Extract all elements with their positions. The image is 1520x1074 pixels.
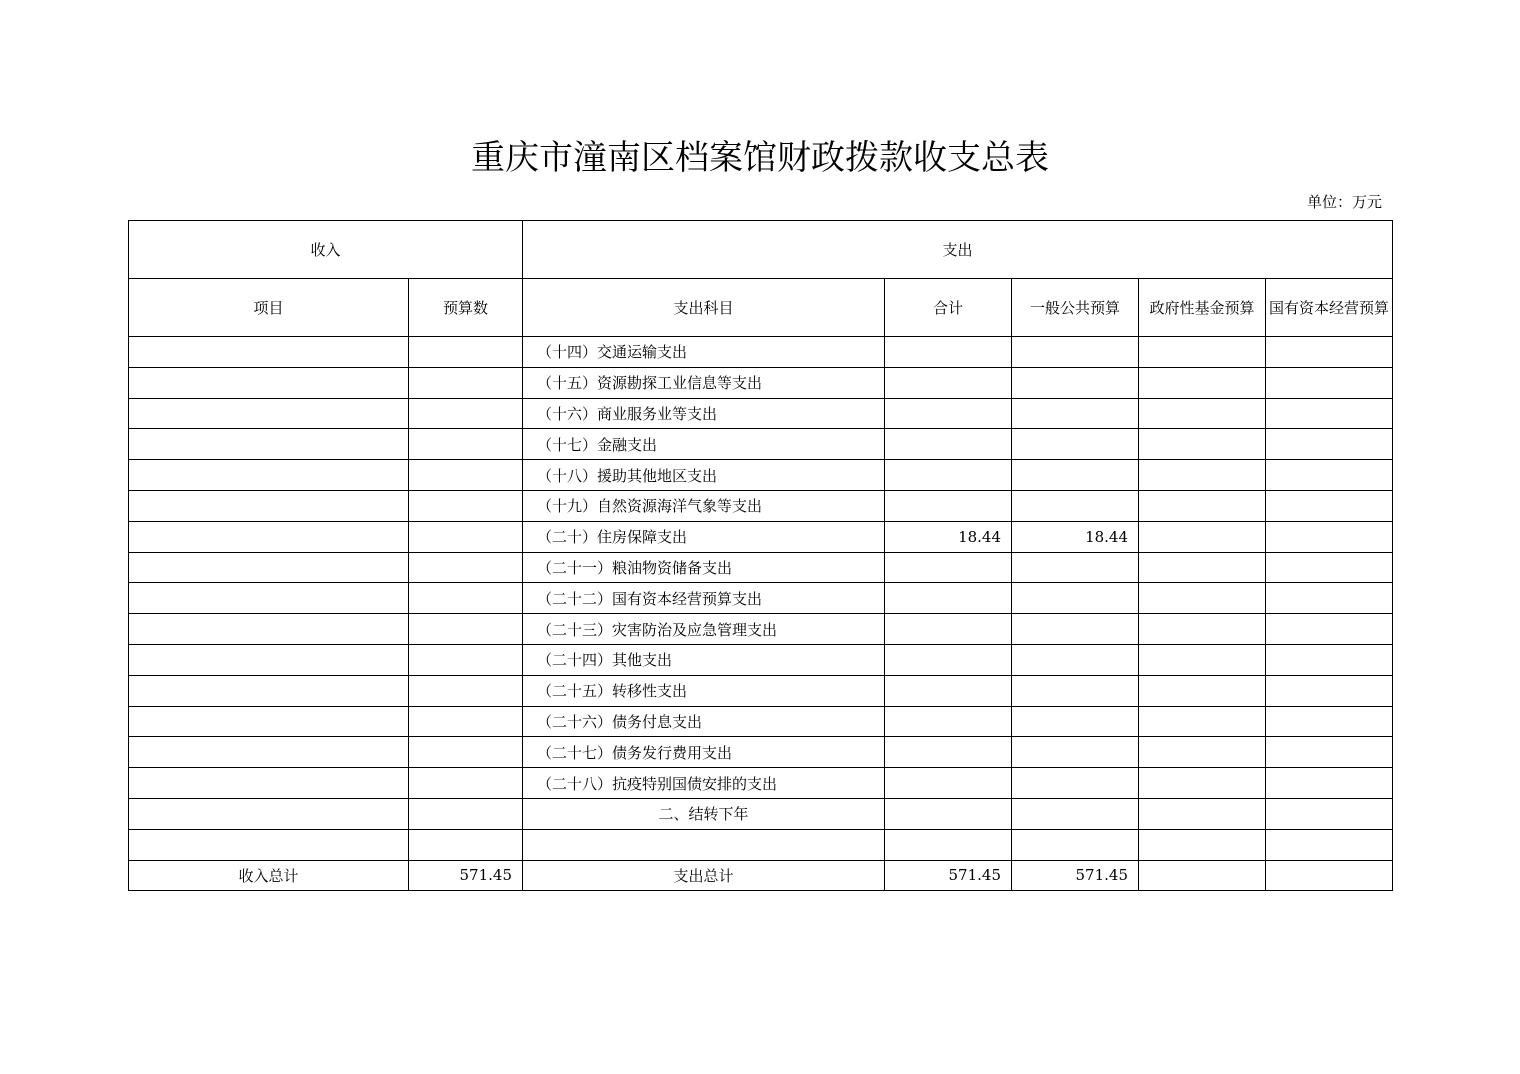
expense-total-cell xyxy=(885,398,1012,429)
expense-gov-fund-cell xyxy=(1139,768,1266,799)
expense-gov-fund-cell xyxy=(1139,583,1266,614)
table-row xyxy=(129,521,1393,552)
income-budget-cell xyxy=(409,675,523,706)
total-header: 合计 xyxy=(885,279,1012,337)
carry-over-label: 二、结转下年 xyxy=(523,798,885,829)
income-budget-cell xyxy=(409,614,523,645)
expense-category-cell: （二十八）抗疫特别国债安排的支出 xyxy=(523,768,885,799)
income-budget-cell xyxy=(409,798,523,829)
expense-state-capital-cell xyxy=(1266,644,1393,675)
expense-state-capital-cell xyxy=(1266,521,1393,552)
expense-total-cell xyxy=(885,460,1012,491)
income-item-cell xyxy=(129,583,409,614)
income-item-cell xyxy=(129,429,409,460)
expense-gov-fund-cell xyxy=(1139,337,1266,368)
expense-category-cell: （二十）住房保障支出 xyxy=(523,521,885,552)
expense-general-cell xyxy=(1012,398,1139,429)
expense-state-capital-total-value xyxy=(1266,860,1393,891)
carry-over-row xyxy=(129,798,1393,829)
expense-general-cell xyxy=(1012,460,1139,491)
expense-total-cell xyxy=(885,490,1012,521)
table-row xyxy=(129,552,1393,583)
expense-state-capital-cell xyxy=(1266,429,1393,460)
expense-category-cell: （十七）金融支出 xyxy=(523,429,885,460)
item-header: 项目 xyxy=(129,279,409,337)
expense-general-cell xyxy=(1012,490,1139,521)
expense-gov-fund-cell xyxy=(1139,460,1266,491)
expense-state-capital-cell xyxy=(1266,337,1393,368)
income-item-cell xyxy=(129,367,409,398)
expense-general-cell: 18.44 xyxy=(1012,521,1139,552)
income-budget-cell xyxy=(409,552,523,583)
table-row xyxy=(129,768,1393,799)
income-item-cell xyxy=(129,798,409,829)
table-row xyxy=(129,614,1393,645)
expense-general-cell xyxy=(1012,614,1139,645)
expense-total-cell xyxy=(885,706,1012,737)
category-header: 支出科目 xyxy=(523,279,885,337)
expense-gov-fund-cell xyxy=(1139,675,1266,706)
income-budget-cell xyxy=(409,768,523,799)
expense-gov-fund-total-value xyxy=(1139,860,1266,891)
expense-general-cell xyxy=(1012,768,1139,799)
expense-category-cell: （二十六）债务付息支出 xyxy=(523,706,885,737)
expense-total-cell xyxy=(885,552,1012,583)
expense-category-cell: （十四）交通运输支出 xyxy=(523,337,885,368)
expense-total-cell xyxy=(885,675,1012,706)
expense-category-cell: （十六）商业服务业等支出 xyxy=(523,398,885,429)
expense-state-capital-cell xyxy=(1266,367,1393,398)
expense-total-cell xyxy=(885,737,1012,768)
expense-category-cell: （十八）援助其他地区支出 xyxy=(523,460,885,491)
state-capital-header: 国有资本经营预算 xyxy=(1266,279,1393,337)
expense-general-cell xyxy=(1012,429,1139,460)
expense-state-capital-cell xyxy=(1266,460,1393,491)
general-budget-header: 一般公共预算 xyxy=(1012,279,1139,337)
empty-cell xyxy=(409,829,523,860)
empty-cell xyxy=(885,798,1012,829)
expense-category-cell: （二十五）转移性支出 xyxy=(523,675,885,706)
income-header: 收入 xyxy=(129,221,523,279)
table-row xyxy=(129,337,1393,368)
expense-total-value: 571.45 xyxy=(885,860,1012,891)
income-budget-cell xyxy=(409,737,523,768)
budget-header: 预算数 xyxy=(409,279,523,337)
income-item-cell xyxy=(129,675,409,706)
income-budget-cell xyxy=(409,398,523,429)
expense-category-cell: （二十二）国有资本经营预算支出 xyxy=(523,583,885,614)
gov-fund-header: 政府性基金预算 xyxy=(1139,279,1266,337)
income-budget-cell xyxy=(409,583,523,614)
income-budget-cell xyxy=(409,644,523,675)
income-item-cell xyxy=(129,706,409,737)
table-row xyxy=(129,490,1393,521)
income-budget-cell xyxy=(409,490,523,521)
expense-total-cell xyxy=(885,768,1012,799)
expense-state-capital-cell xyxy=(1266,768,1393,799)
table-row xyxy=(129,367,1393,398)
expense-state-capital-cell xyxy=(1266,614,1393,645)
empty-cell xyxy=(1139,798,1266,829)
expense-total-label: 支出总计 xyxy=(523,860,885,891)
expense-total-cell: 18.44 xyxy=(885,521,1012,552)
expense-state-capital-cell xyxy=(1266,398,1393,429)
expense-total-cell xyxy=(885,367,1012,398)
empty-cell xyxy=(1012,829,1139,860)
empty-cell xyxy=(523,829,885,860)
expense-general-cell xyxy=(1012,367,1139,398)
expense-general-cell xyxy=(1012,737,1139,768)
table-row xyxy=(129,583,1393,614)
income-item-cell xyxy=(129,644,409,675)
income-item-cell xyxy=(129,768,409,799)
expense-gov-fund-cell xyxy=(1139,398,1266,429)
expense-general-cell xyxy=(1012,706,1139,737)
income-budget-cell xyxy=(409,521,523,552)
expense-category-cell: （十九）自然资源海洋气象等支出 xyxy=(523,490,885,521)
table-row xyxy=(129,429,1393,460)
expense-state-capital-cell xyxy=(1266,706,1393,737)
expense-gov-fund-cell xyxy=(1139,521,1266,552)
expense-gov-fund-cell xyxy=(1139,490,1266,521)
income-item-cell xyxy=(129,460,409,491)
expense-category-cell: （二十七）债务发行费用支出 xyxy=(523,737,885,768)
income-item-cell xyxy=(129,737,409,768)
expense-total-cell xyxy=(885,583,1012,614)
income-item-cell xyxy=(129,337,409,368)
expense-general-cell xyxy=(1012,552,1139,583)
expense-state-capital-cell xyxy=(1266,552,1393,583)
income-total-value: 571.45 xyxy=(409,860,523,891)
income-budget-cell xyxy=(409,460,523,491)
expense-total-cell xyxy=(885,644,1012,675)
table-row xyxy=(129,460,1393,491)
income-item-cell xyxy=(129,521,409,552)
expense-total-cell xyxy=(885,614,1012,645)
income-budget-cell xyxy=(409,337,523,368)
expense-gov-fund-cell xyxy=(1139,367,1266,398)
expense-general-cell xyxy=(1012,583,1139,614)
expense-gov-fund-cell xyxy=(1139,644,1266,675)
expense-gov-fund-cell xyxy=(1139,552,1266,583)
income-budget-cell xyxy=(409,706,523,737)
income-item-cell xyxy=(129,614,409,645)
empty-cell xyxy=(129,829,409,860)
income-item-cell xyxy=(129,490,409,521)
expense-state-capital-cell xyxy=(1266,737,1393,768)
expense-gov-fund-cell xyxy=(1139,737,1266,768)
expense-gov-fund-cell xyxy=(1139,614,1266,645)
expense-header: 支出 xyxy=(523,221,1393,279)
table-row xyxy=(129,644,1393,675)
header-row-columns xyxy=(129,279,1393,337)
expense-total-cell xyxy=(885,337,1012,368)
income-budget-cell xyxy=(409,367,523,398)
income-item-cell xyxy=(129,552,409,583)
empty-cell xyxy=(1012,798,1139,829)
expense-category-cell: （二十三）灾害防治及应急管理支出 xyxy=(523,614,885,645)
empty-cell xyxy=(885,829,1012,860)
table-row xyxy=(129,737,1393,768)
header-row-group xyxy=(129,221,1393,279)
expense-gov-fund-cell xyxy=(1139,706,1266,737)
expense-general-cell xyxy=(1012,675,1139,706)
budget-table xyxy=(128,220,1393,891)
income-budget-cell xyxy=(409,429,523,460)
income-total-label: 收入总计 xyxy=(129,860,409,891)
table-row xyxy=(129,675,1393,706)
expense-gov-fund-cell xyxy=(1139,429,1266,460)
blank-row xyxy=(129,829,1393,860)
empty-cell xyxy=(1266,798,1393,829)
totals-row xyxy=(129,860,1393,891)
table-row xyxy=(129,398,1393,429)
expense-general-total-value: 571.45 xyxy=(1012,860,1139,891)
expense-state-capital-cell xyxy=(1266,490,1393,521)
expense-general-cell xyxy=(1012,644,1139,675)
empty-cell xyxy=(1266,829,1393,860)
expense-category-cell: （二十一）粮油物资储备支出 xyxy=(523,552,885,583)
page-title: 重庆市潼南区档案馆财政拨款收支总表 xyxy=(471,138,1049,178)
expense-state-capital-cell xyxy=(1266,675,1393,706)
expense-category-cell: （二十四）其他支出 xyxy=(523,644,885,675)
expense-total-cell xyxy=(885,429,1012,460)
expense-general-cell xyxy=(1012,337,1139,368)
expense-state-capital-cell xyxy=(1266,583,1393,614)
income-item-cell xyxy=(129,398,409,429)
expense-category-cell: （十五）资源勘探工业信息等支出 xyxy=(523,367,885,398)
empty-cell xyxy=(1139,829,1266,860)
table-row xyxy=(129,706,1393,737)
unit-label: 单位：万元 xyxy=(1306,193,1382,211)
